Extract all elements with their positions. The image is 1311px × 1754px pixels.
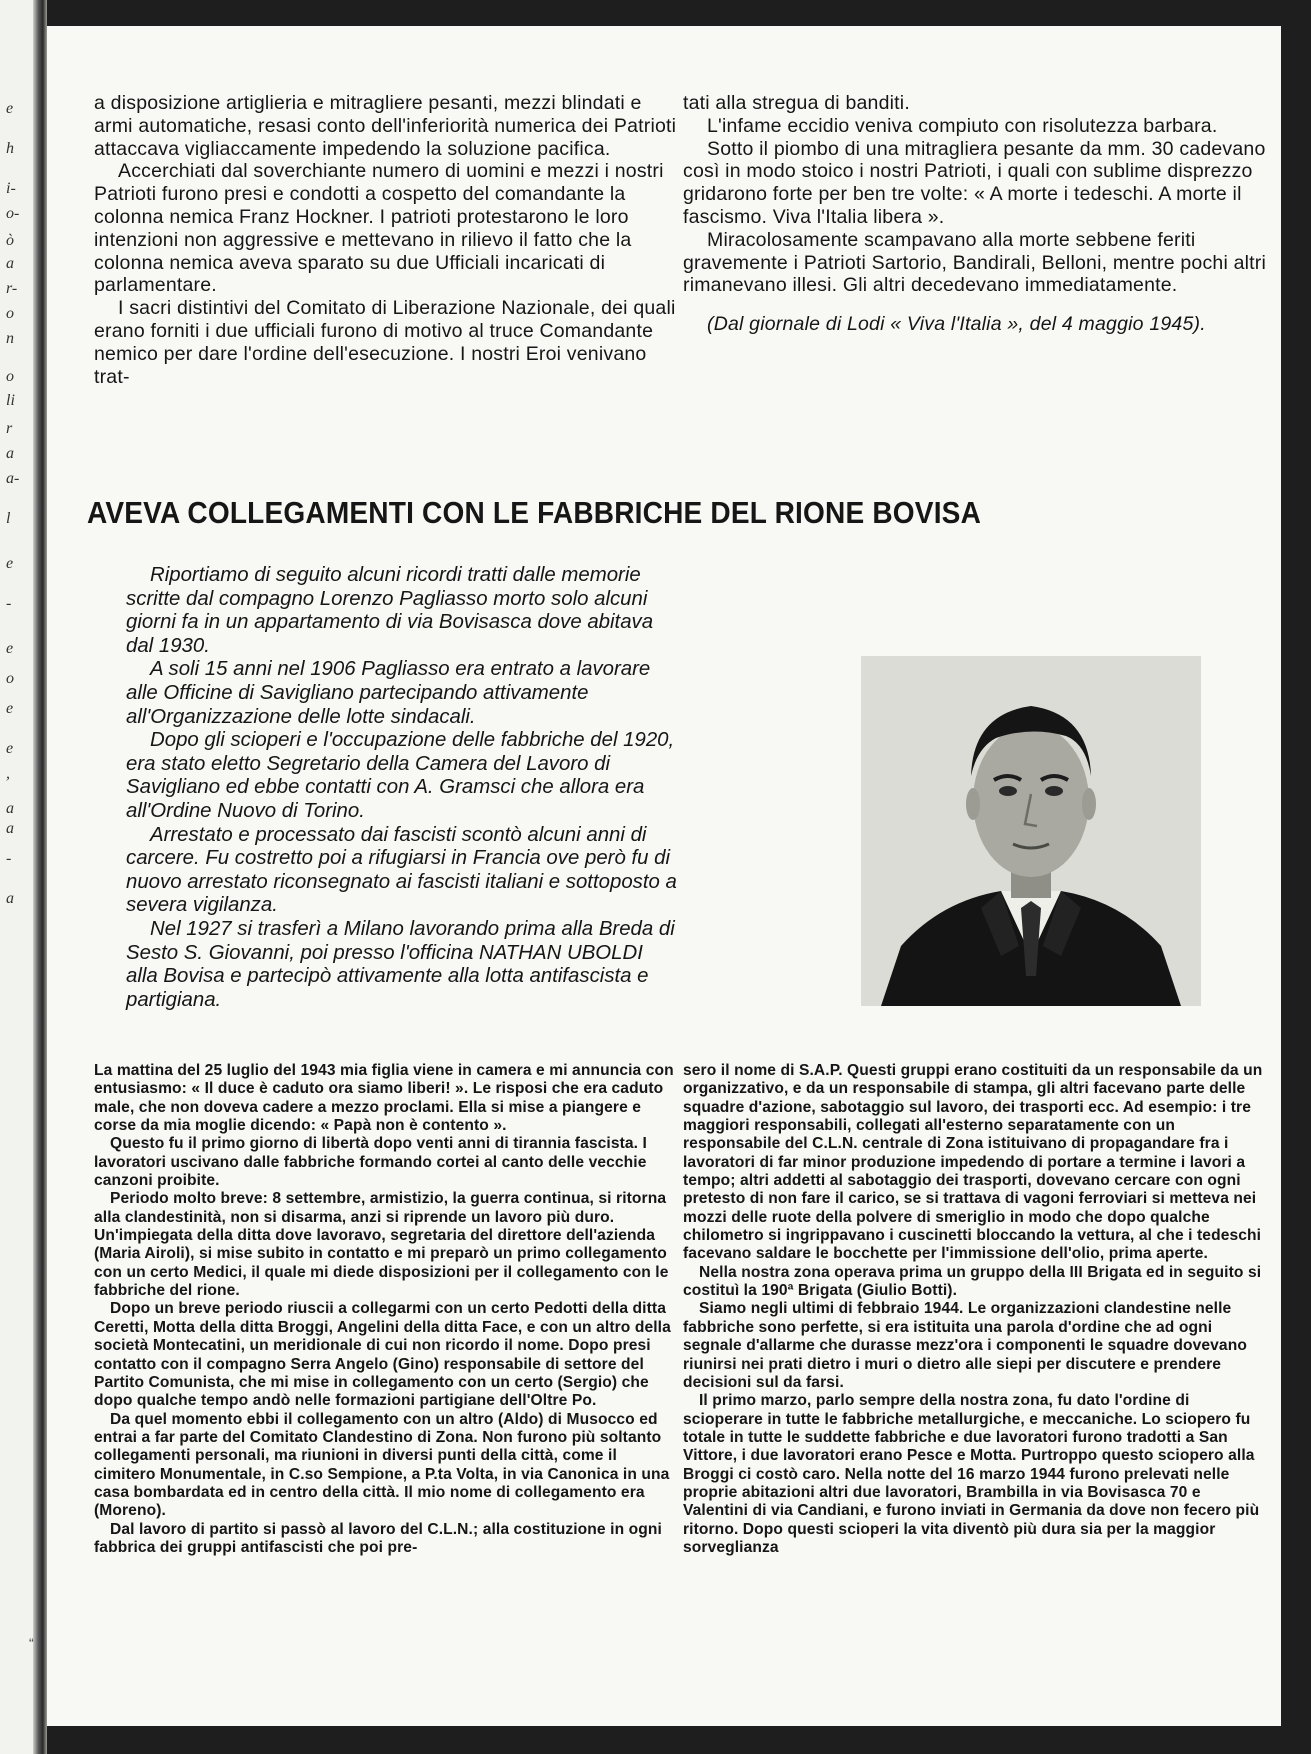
gutter-fragment: n [6, 330, 14, 347]
gutter-fragment: ò [6, 232, 14, 249]
gutter-fragment: a [6, 800, 14, 817]
memoir-paragraph: sero il nome di S.A.P. Questi gruppi erano costituiti da un responsabile da un organizzativo, e da un responsabile di stampa, gli altri facevano parte delle squadre d'azione, sabotaggio sul lavoro, dei trasporti ecc. Ad esempio: i tre maggiori responsabili, collegati all'esterno separatamente con un responsabile del C.L.N. centrale di Zona istituivano di propagandare fra i lavoratori di far minor produzione impedendo di portare a termine i lavori a tempo; altri addetti al sabotaggio dei trasporti, dovevano cercare con ogni pretesto di non fare il carico, se si trattava di vagoni ferroviari si metteva nei mozzi delle ruote della polvere di smeriglio in modo che dopo qualche chilometro si ingrippavano i cuscinetti bloccando la vettura, al che i tedeschi facevano saldare le bocchette per l'immissione dell'olio, prima aperte. [683, 1062, 1263, 1263]
memoir-paragraph: Periodo molto breve: 8 settembre, armistizio, la guerra continua, si ritorna alla clandestinità, non si disarma, anzi si riprende un lavoro più duro. Un'impiegata della ditta dove lavoravo, segretaria del direttore dell'azienda (Maria Airoli), si mise subito in contatto e mi preparò un primo collegamento con un certo Medici, il quale mi diede disposizioni per il collegamento con le fabbriche del rione. [94, 1190, 669, 1300]
paragraph: a disposizione artiglieria e mitragliere pesanti, mezzi blindati e armi automatiche, resasi conto dell'inferiorità numerica dei Patrioti attaccava vigliaccamente impedendo la soluzione pacifica. [94, 92, 677, 160]
article-heading: AVEVA COLLEGAMENTI CON LE FABBRICHE DEL RIONE BOVISA [87, 496, 982, 530]
source-citation: (Dal giornale di Lodi « Viva l'Italia », del 4 maggio 1945). [707, 313, 1206, 336]
gutter-fragment: a [6, 445, 14, 462]
book-spine [33, 0, 47, 1754]
gutter-fragment: o [6, 670, 14, 687]
paragraph: Miracolosamente scampavano alla morte sebbene feriti gravemente i Patrioti Sartorio, Bandirali, Belloni, mentre pochi altri rimanevano illesi. Gli altri decedevano immediatamente. [683, 228, 1267, 297]
paragraph: tati alla stregua di banditi. [683, 92, 910, 114]
gutter-fragment: e [6, 740, 14, 757]
memoir-paragraph: Il primo marzo, parlo sempre della nostra zona, fu dato l'ordine di scioperare in tutte le fabbriche metallurgiche, e meccaniche. Lo sciopero fu totale in tutte le suddette fabbriche e due lavoratori furono tradotti a San Vittore, i due lavoratori erano Pesce e Motta. Purtroppo questo sciopero alla Broggi ci costò caro. Nella notte del 16 marzo 1944 furono prelevati nelle proprie abitazioni altri due lavoratori, Brambilla in via Bovisasca 70 e Valentini di via Candiani, e furono inviati in Germania da dove non fecero più ritorno. Dopo questi scioperi la vita diventò più dura sia per la maggior sorveglianza [683, 1392, 1260, 1556]
gutter-fragment: e [6, 100, 14, 117]
paragraph: Accerchiati dal soverchiante numero di uomini e mezzi i nostri Patrioti furono presi e condotti a cospetto del comandante la colonna nemica Franz Hockner. I patrioti protestarono le loro intenzioni non aggressive e mettevano in rilievo il fatto che la colonna nemica aveva sparato su due Ufficiali incaricati di parlamentare. [94, 160, 664, 297]
gutter-fragment: - [6, 850, 12, 867]
memoir-paragraph: Dal lavoro di partito si passò al lavoro del C.L.N.; alla costituzione in ogni fabbrica dei gruppi antifascisti che poi pre- [94, 1520, 662, 1556]
gutter-fragment: - [6, 595, 12, 612]
paragraph: L'infame eccidio veniva compiuto con risolutezza barbara. [707, 114, 1218, 137]
bottom-right-column [683, 1062, 1266, 1557]
gutter-fragment: a [6, 820, 14, 837]
gutter-fragment: e [6, 640, 14, 657]
memoir-paragraph: Da quel momento ebbi il collegamento con un altro (Aldo) di Musocco ed entrai a far parte del Comitato Clandestino di Zona. Non furono più soltanto collegamenti personali, ma riunioni in diversi punti della città, come il cimitero Monumentale, in C.so Sempione, a P.ta Volta, in via Canonica in una casa bombardata ed in centro della città. Il mio nome di collegamento era (Moreno). [94, 1410, 670, 1520]
memoir-paragraph: Dopo un breve periodo riuscii a collegarmi con un certo Pedotti della ditta Ceretti, Motta della ditta Broggi, Angelini della ditta Face, e con un altro della società Montecatini, un meridionale di cui non ricordo il nome. Dopo presi contatto con il compagno Serra Angelo (Gino) responsabile di settore del Partito Comunista, che mi mise in collegamento con un certo (Sergio) che dopo qualche tempo andò nelle formazioni partigiane dell'Oltre Po. [94, 1300, 671, 1410]
gutter-fragment: r [6, 420, 13, 437]
gutter-fragment: , [6, 765, 10, 782]
gutter-fragment: e [6, 555, 14, 572]
gutter-fragment: o- [6, 205, 20, 222]
gutter-fragment: o [6, 368, 14, 385]
memoir-paragraph: Siamo negli ultimi di febbraio 1944. Le organizzazioni clandestine nelle fabbriche sono perfette, si era istituita una parola d'ordine che ad ogni segnale d'allarme che durasse mezz'ora i componenti le squadre dovevano riunirsi nei prati dietro i muri o dietro alle siepi per discutere e prendere decisioni sul da farsi. [683, 1300, 1247, 1391]
gutter-fragment: i- [6, 180, 16, 197]
page-mark: “ [29, 1635, 34, 1651]
intro-paragraph: Dopo gli scioperi e l'occupazione delle fabbriche del 1920, era stato eletto Segretario della Camera del Lavoro di Savigliano ed ebbe contatti con A. Gramsci che allora era all'Ordine Nuovo di Torino. [126, 729, 675, 822]
bottom-left-column [94, 1062, 677, 1557]
gutter-fragment: a- [6, 470, 20, 487]
intro-paragraph: Arrestato e processato dai fascisti scontò alcuni anni di carcere. Fu costretto poi a rifugiarsi in Francia ove però fu di nuovo arrestato riconsegnato ai fascisti italiani e sottoposto a severa vigilanza. [126, 823, 677, 917]
memoir-paragraph: Nella nostra zona operava prima un gruppo della III Brigata ed in seguito si costituì la 190ª Brigata (Giulio Botti). [683, 1263, 1262, 1300]
top-left-column [94, 92, 677, 388]
intro-paragraph: Nel 1927 si trasferì a Milano lavorando prima alla Breda di Sesto S. Giovanni, poi presso l'officina NATHAN UBOLDI alla Bovisa e partecipò attivamente alla lotta antifascista e partigiana. [126, 917, 675, 1011]
top-right-column [683, 92, 1266, 336]
gutter-fragment: a [6, 890, 14, 907]
portrait-image [861, 656, 1201, 1006]
gutter-fragment: h [6, 140, 14, 157]
document-page [29, 26, 1281, 1726]
gutter-fragment: a [6, 255, 14, 272]
intro-paragraph: A soli 15 anni nel 1906 Pagliasso era entrato a lavorare alle Officine di Savigliano partecipando attivamente all'Organizzazione delle lotte sindacali. [126, 658, 651, 728]
intro-column [126, 564, 679, 1012]
intro-paragraph: Riportiamo di seguito alcuni ricordi tratti dalle memorie scritte dal compagno Lorenzo Pagliasso morto solo alcuni giorni fa in un appartamento di via Bovisasca dove abitava dal 1930. [126, 564, 654, 657]
gutter-fragment: o [6, 305, 14, 322]
memoir-paragraph: La mattina del 25 luglio del 1943 mia figlia viene in camera e mi annuncia con entusiasmo: « Il duce è caduto ora siamo liberi! ». Le risposi che era caduto male, che non doveva cadere a mezzo proclami. Ella si mise a piangere e corse da mia moglie dicendo: « Papà non è contento ». [94, 1062, 674, 1135]
portrait-photo [861, 656, 1201, 1006]
paragraph: I sacri distintivi del Comitato di Liberazione Nazionale, dei quali erano forniti i due ufficiali furono di motivo al truce Comandante nemico per dare l'ordine dell'esecuzione. I nostri Eroi venivano trat- [94, 297, 676, 388]
gutter-fragment: e [6, 700, 14, 717]
memoir-paragraph: Questo fu il primo giorno di libertà dopo venti anni di tirannia fascista. I lavoratori uscivano dalle fabbriche formando cortei al canto delle vecchie canzoni proibite. [94, 1135, 647, 1190]
paragraph: Sotto il piombo di una mitragliera pesante da mm. 30 cadevano così in modo stoico i nostri Patrioti, i quali con sublime disprezzo gridarono forte per ben tre volte: « A morte i tedeschi. A morte il fascismo. Viva l'Italia libera ». [683, 137, 1266, 228]
gutter-fragment: r- [6, 280, 18, 297]
gutter-fragment: li [6, 392, 15, 409]
gutter-fragment: l [6, 510, 11, 527]
